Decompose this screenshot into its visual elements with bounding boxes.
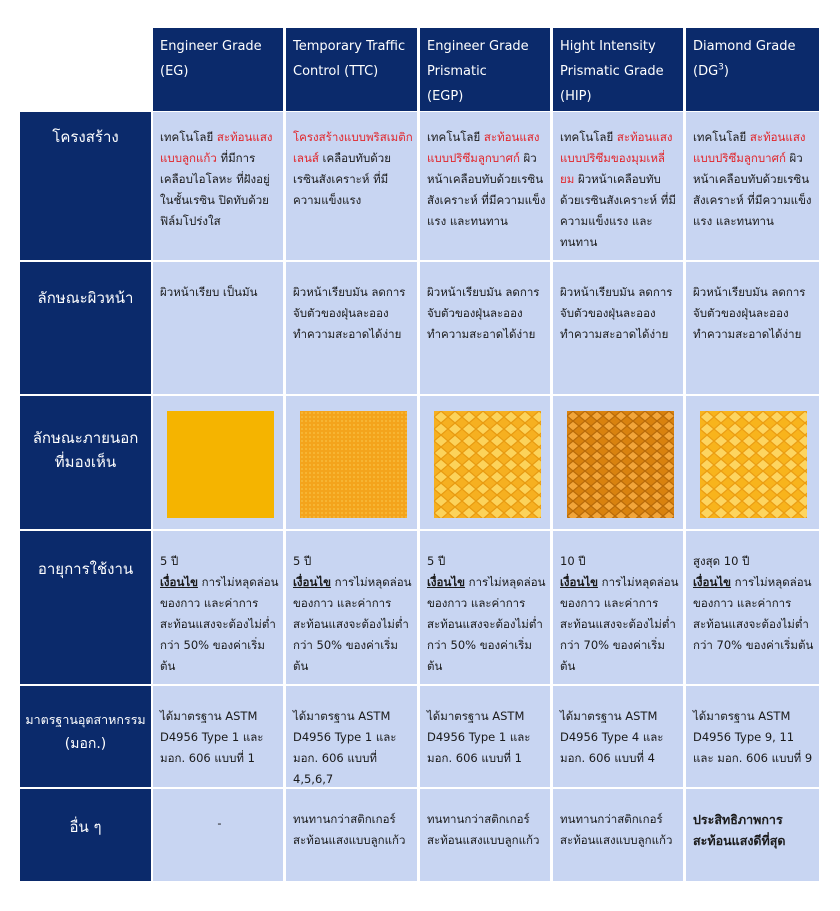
dg3-sheeting-swatch	[700, 411, 807, 518]
egp-sheeting-swatch	[434, 411, 541, 518]
row-header-standard: มาตรฐานอุตสาหกรรม (มอก.)	[20, 686, 151, 787]
structure-cell-dg3: เทคโนโลยี สะท้อนแสงแบบปริซึมลูกบาศก์ ผิวหน้าเคลือบทับด้วยเรซินสังเคราะห์ ที่มีความแข็งแรง และทนทาน	[686, 112, 819, 260]
lifetime-cell-hip: 10 ปี เงื่อนไข การไม่หลุดล่อนของกาว และค่าการสะท้อนแสงจะต้องไม่ต่ำกว่า 70% ของค่าเริ่มต้น	[553, 531, 683, 684]
row-header-surface: ลักษณะผิวหน้า	[20, 262, 151, 394]
other-cell-ttc: ทนทานกว่าสติกเกอร์สะท้อนแสงแบบลูกแก้ว	[286, 789, 417, 881]
comparison-table	[20, 28, 819, 881]
row-header-appearance: ลักษณะภายนอก ที่มองเห็น	[20, 396, 151, 529]
appearance-cell-hip	[553, 396, 683, 529]
other-cell-eg: -	[153, 789, 283, 881]
other-cell-hip: ทนทานกว่าสติกเกอร์สะท้อนแสงแบบลูกแก้ว	[553, 789, 683, 881]
appearance-cell-ttc	[286, 396, 417, 529]
column-header-ttc: Temporary Traffic Control (TTC)	[286, 28, 417, 111]
surface-cell-eg: ผิวหน้าเรียบ เป็นมัน	[153, 262, 283, 394]
standard-cell-eg: ได้มาตรฐาน ASTM D4956 Type 1 และ มอก. 606 แบบที่ 1	[153, 686, 283, 787]
appearance-cell-egp	[420, 396, 550, 529]
surface-cell-egp: ผิวหน้าเรียบมัน ลดการจับตัวของฝุ่นละออง ทำความสะอาดได้ง่าย	[420, 262, 550, 394]
lifetime-cell-egp: 5 ปี เงื่อนไข การไม่หลุดล่อนของกาว และค่าการสะท้อนแสงจะต้องไม่ต่ำกว่า 50% ของค่าเริ่มต้น	[420, 531, 550, 684]
surface-cell-ttc: ผิวหน้าเรียบมัน ลดการจับตัวของฝุ่นละออง ทำความสะอาดได้ง่าย	[286, 262, 417, 394]
standard-cell-egp: ได้มาตรฐาน ASTM D4956 Type 1 และ มอก. 606 แบบที่ 1	[420, 686, 550, 787]
eg-sheeting-swatch	[167, 411, 274, 518]
structure-cell-egp: เทคโนโลยี สะท้อนแสงแบบปริซึมลูกบาศก์ ผิวหน้าเคลือบทับด้วยเรซินสังเคราะห์ ที่มีความแข็งแรง และทนทาน	[420, 112, 550, 260]
structure-cell-ttc: โครงสร้างแบบพริสเมติกเลนส์ เคลือบทับด้วยเรซินสังเคราะห์ ที่มีความแข็งแรง	[286, 112, 417, 260]
other-cell-dg3: ประสิทธิภาพการสะท้อนแสงดีที่สุด	[686, 789, 819, 881]
lifetime-cell-dg3: สูงสุด 10 ปี เงื่อนไข การไม่หลุดล่อนของกาว และค่าการสะท้อนแสงจะต้องไม่ต่ำกว่า 70% ของค่าเริ่มต้น	[686, 531, 819, 684]
standard-cell-ttc: ได้มาตรฐาน ASTM D4956 Type 1 และ มอก. 606 แบบที่ 4,5,6,7	[286, 686, 417, 787]
lifetime-cell-eg: 5 ปี เงื่อนไข การไม่หลุดล่อนของกาว และค่าการสะท้อนแสงจะต้องไม่ต่ำกว่า 50% ของค่าเริ่มต้น	[153, 531, 283, 684]
appearance-cell-eg	[153, 396, 283, 529]
hip-sheeting-swatch	[567, 411, 674, 518]
column-header-eg: Engineer Grade (EG)	[153, 28, 283, 111]
column-header-hip: Hight Intensity Prismatic Grade (HIP)	[553, 28, 683, 111]
surface-cell-hip: ผิวหน้าเรียบมัน ลดการจับตัวของฝุ่นละออง ทำความสะอาดได้ง่าย	[553, 262, 683, 394]
column-header-egp: Engineer Grade Prismatic (EGP)	[420, 28, 550, 111]
column-header-dg3: Diamond Grade $(DG^3)$	[686, 28, 819, 111]
structure-cell-eg: เทคโนโลยี สะท้อนแสงแบบลูกแก้ว ที่มีการเคลือบไอโลหะ ที่ฝังอยู่ในชั้นเรซิน ปิดทับด้วยฟิล์มโปร่งใส	[153, 112, 283, 260]
row-header-other: อื่น ๆ	[20, 789, 151, 881]
lifetime-cell-ttc: 5 ปี เงื่อนไข การไม่หลุดล่อนของกาว และค่าการสะท้อนแสงจะต้องไม่ต่ำกว่า 50% ของค่าเริ่มต้น	[286, 531, 417, 684]
standard-cell-dg3: ได้มาตรฐาน ASTM D4956 Type 9, 11 และ มอก. 606 แบบที่ 9	[686, 686, 819, 787]
ttc-sheeting-swatch	[300, 411, 407, 518]
standard-cell-hip: ได้มาตรฐาน ASTM D4956 Type 4 และ มอก. 606 แบบที่ 4	[553, 686, 683, 787]
row-header-structure: โครงสร้าง	[20, 112, 151, 260]
row-header-lifetime: อายุการใช้งาน	[20, 531, 151, 684]
structure-cell-hip: เทคโนโลยี สะท้อนแสงแบบปริซึมของมุมเหลี่ยม ผิวหน้าเคลือบทับด้วยเรซินสังเคราะห์ ที่มีความแข็งแรง และทนทาน	[553, 112, 683, 260]
surface-cell-dg3: ผิวหน้าเรียบมัน ลดการจับตัวของฝุ่นละออง ทำความสะอาดได้ง่าย	[686, 262, 819, 394]
other-cell-egp: ทนทานกว่าสติกเกอร์สะท้อนแสงแบบลูกแก้ว	[420, 789, 550, 881]
appearance-cell-dg3	[686, 396, 819, 529]
